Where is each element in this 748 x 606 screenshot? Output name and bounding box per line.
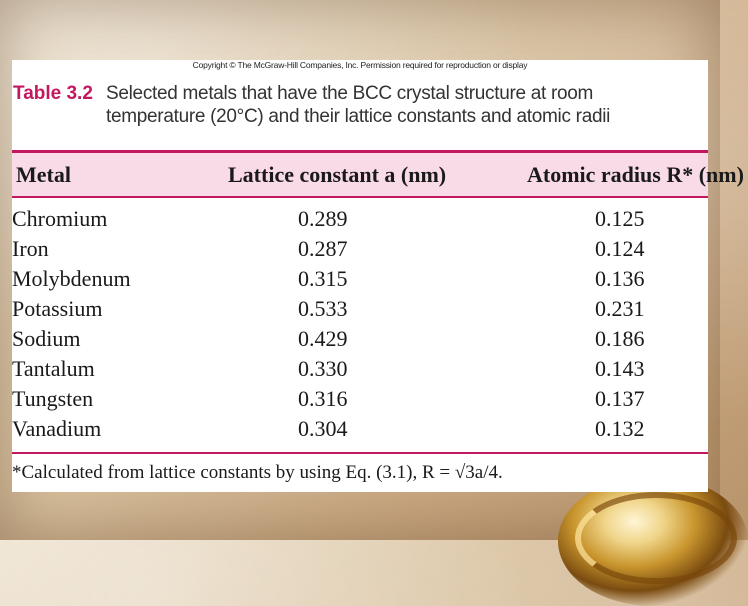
table-bottom-rule xyxy=(12,452,708,454)
table-title: Selected metals that have the BCC crystal structure at room temperature (20°C) and their lattice constants and atomic radii xyxy=(106,83,611,127)
cell-lattice-constant: 0.316 xyxy=(298,386,348,411)
cell-atomic-radius: 0.124 xyxy=(595,236,645,261)
table-row xyxy=(12,354,708,384)
cell-metal: Potassium xyxy=(12,296,103,321)
cell-metal: Iron xyxy=(12,236,49,261)
cell-atomic-radius: 0.132 xyxy=(595,416,645,441)
table-header-rule xyxy=(12,196,708,198)
cell-lattice-constant: 0.429 xyxy=(298,326,348,351)
cell-lattice-constant: 0.315 xyxy=(298,266,348,291)
cell-metal: Tantalum xyxy=(12,356,95,381)
table-row xyxy=(12,264,708,294)
copyright-notice: Copyright © The McGraw-Hill Companies, Inc. Permission required for reproduction or display xyxy=(192,60,528,70)
cell-metal: Sodium xyxy=(12,326,81,351)
cell-metal: Vanadium xyxy=(12,416,102,441)
table-row xyxy=(12,384,708,414)
table-row xyxy=(12,324,708,354)
cell-lattice-constant: 0.533 xyxy=(298,296,348,321)
cell-lattice-constant: 0.287 xyxy=(298,236,348,261)
cell-atomic-radius: 0.125 xyxy=(595,206,645,231)
gold-ornament-ring xyxy=(575,492,737,584)
slide-panel xyxy=(12,60,744,492)
table-row xyxy=(12,234,708,264)
cell-lattice-constant: 0.289 xyxy=(298,206,348,231)
cell-metal: Chromium xyxy=(12,206,108,231)
cell-metal: Tungsten xyxy=(12,386,94,411)
column-header-lattice-constant: Lattice constant a (nm) xyxy=(228,162,447,187)
table-body xyxy=(12,204,708,444)
cell-lattice-constant: 0.330 xyxy=(298,356,348,381)
cell-atomic-radius: 0.136 xyxy=(595,266,645,291)
cell-metal: Molybdenum xyxy=(12,266,131,291)
table-row xyxy=(12,204,708,234)
table-row xyxy=(12,294,708,324)
cell-atomic-radius: 0.137 xyxy=(595,386,645,411)
table-row xyxy=(12,414,708,444)
column-header-metal: Metal xyxy=(16,162,71,187)
column-header-atomic-radius: Atomic radius R* (nm) xyxy=(527,162,744,187)
cell-lattice-constant: 0.304 xyxy=(298,416,348,441)
table-footnote: *Calculated from lattice constants by using Eq. (3.1), R = √3a/4. xyxy=(12,462,503,483)
cell-atomic-radius: 0.186 xyxy=(595,326,645,351)
cell-atomic-radius: 0.231 xyxy=(595,296,645,321)
table-number: Table 3.2 xyxy=(13,83,93,104)
cell-atomic-radius: 0.143 xyxy=(595,356,645,381)
